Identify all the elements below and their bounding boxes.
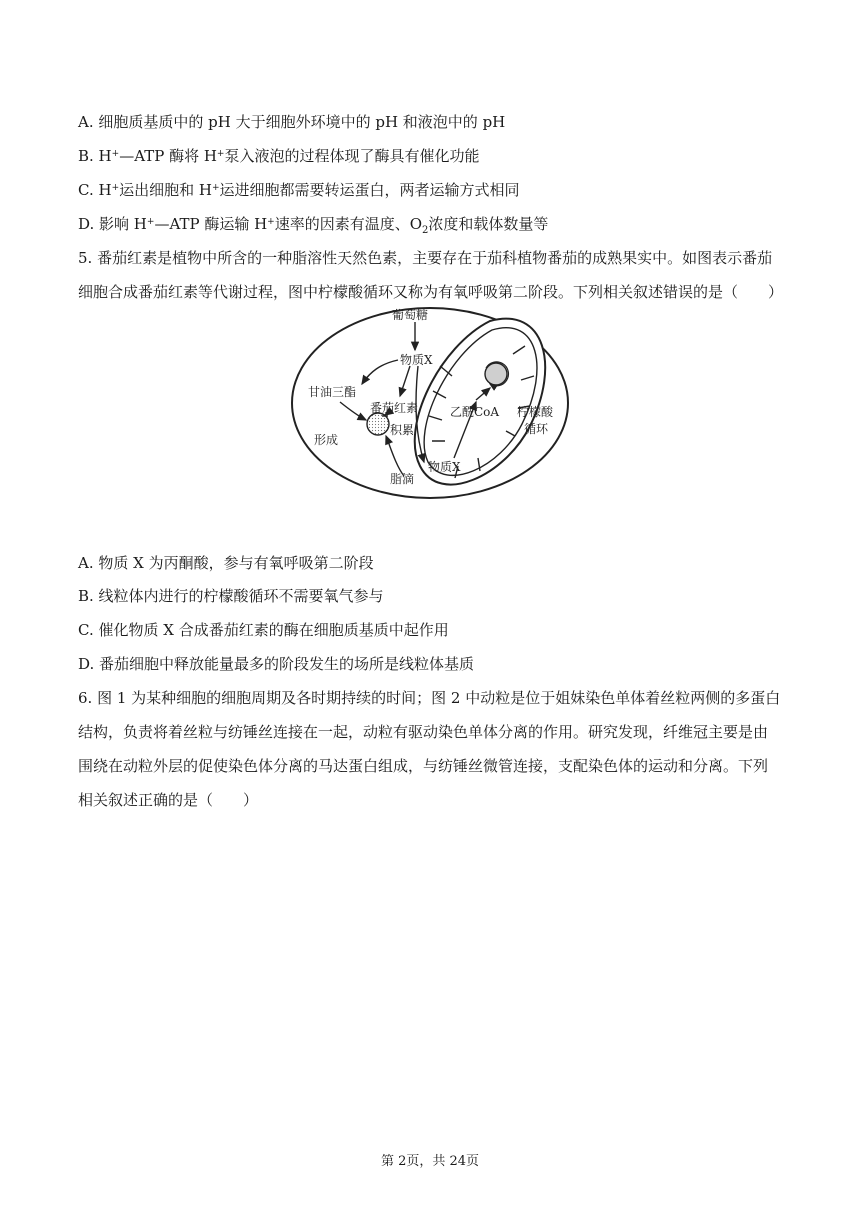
option-5a: A. 物质 X 为丙酮酸，参与有氧呼吸第二阶段 (78, 554, 374, 572)
question-6-line-2: 结构，负责将着丝粒与纺锤丝连接在一起，动粒有驱动染色单体分离的作用。研究发现，纤维冠主要是由 (78, 723, 769, 741)
page-footer: 第 2页，共 24页 (380, 1154, 480, 1169)
option-5d: D. 番茄细胞中释放能量最多的阶段发生的场所是线粒体基质 (78, 655, 475, 673)
metabolism-diagram (290, 306, 570, 500)
label-citric-1: 柠檬酸 (517, 405, 554, 419)
label-citric-2: 循环 (524, 422, 549, 436)
option-4b: B. H+—ATP 酶将 H+泵入液泡的过程体现了酶具有催化功能 (78, 147, 480, 165)
label-form: 形成 (314, 433, 339, 447)
question-5-line-1: 5. 番茄红素是植物中所含的一种脂溶性天然色素，主要存在于茄科植物番茄的成熟果实中。如图表示番茄 (78, 249, 773, 267)
label-triglyceride: 甘油三酯 (308, 385, 357, 399)
label-accumulate: 积累 (390, 423, 415, 437)
question-5-line-2: 细胞合成番茄红素等代谢过程，图中柠檬酸循环又称为有氧呼吸第二阶段。下列相关叙述错误的是（ ） (78, 283, 784, 301)
question-6-line-1: 6. 图 1 为某种细胞的细胞周期及各时期持续的时间；图 2 中动粒是位于姐妹染色单体着丝粒两侧的多蛋白 (78, 689, 781, 707)
option-5b: B. 线粒体内进行的柠檬酸循环不需要氧气参与 (78, 587, 384, 605)
label-lipid-drop: 脂滴 (390, 472, 415, 486)
option-5c: C. 催化物质 X 合成番茄红素的酶在细胞质基质中起作用 (78, 621, 449, 639)
label-acetyl-coa: 乙酰CoA (450, 405, 500, 419)
label-glucose: 葡萄糖 (392, 308, 429, 322)
label-lycopene: 番茄红素 (370, 401, 419, 415)
question-6-line-3: 围绕在动粒外层的促使染色体分离的马达蛋白组成，与纺锤丝微管连接，支配染色体的运动和分离。下列 (78, 757, 769, 775)
label-substance-x-bottom: 物质X (428, 460, 461, 474)
label-substance-x-top: 物质X (400, 353, 433, 367)
option-4c: C. H+运出细胞和 H+运进细胞都需要转运蛋白，两者运输方式相同 (78, 181, 520, 199)
citric-cycle-circle (485, 363, 507, 385)
option-4d: D. 影响 H+—ATP 酶运输 H+速率的因素有温度、$O_2$浓度和载体数量等 (78, 215, 549, 236)
question-6-line-4: 相关叙述正确的是（ ） (78, 791, 259, 809)
option-4a: A. 细胞质基质中的 pH 大于细胞外环境中的 pH 和液泡中的 pH (78, 113, 506, 131)
